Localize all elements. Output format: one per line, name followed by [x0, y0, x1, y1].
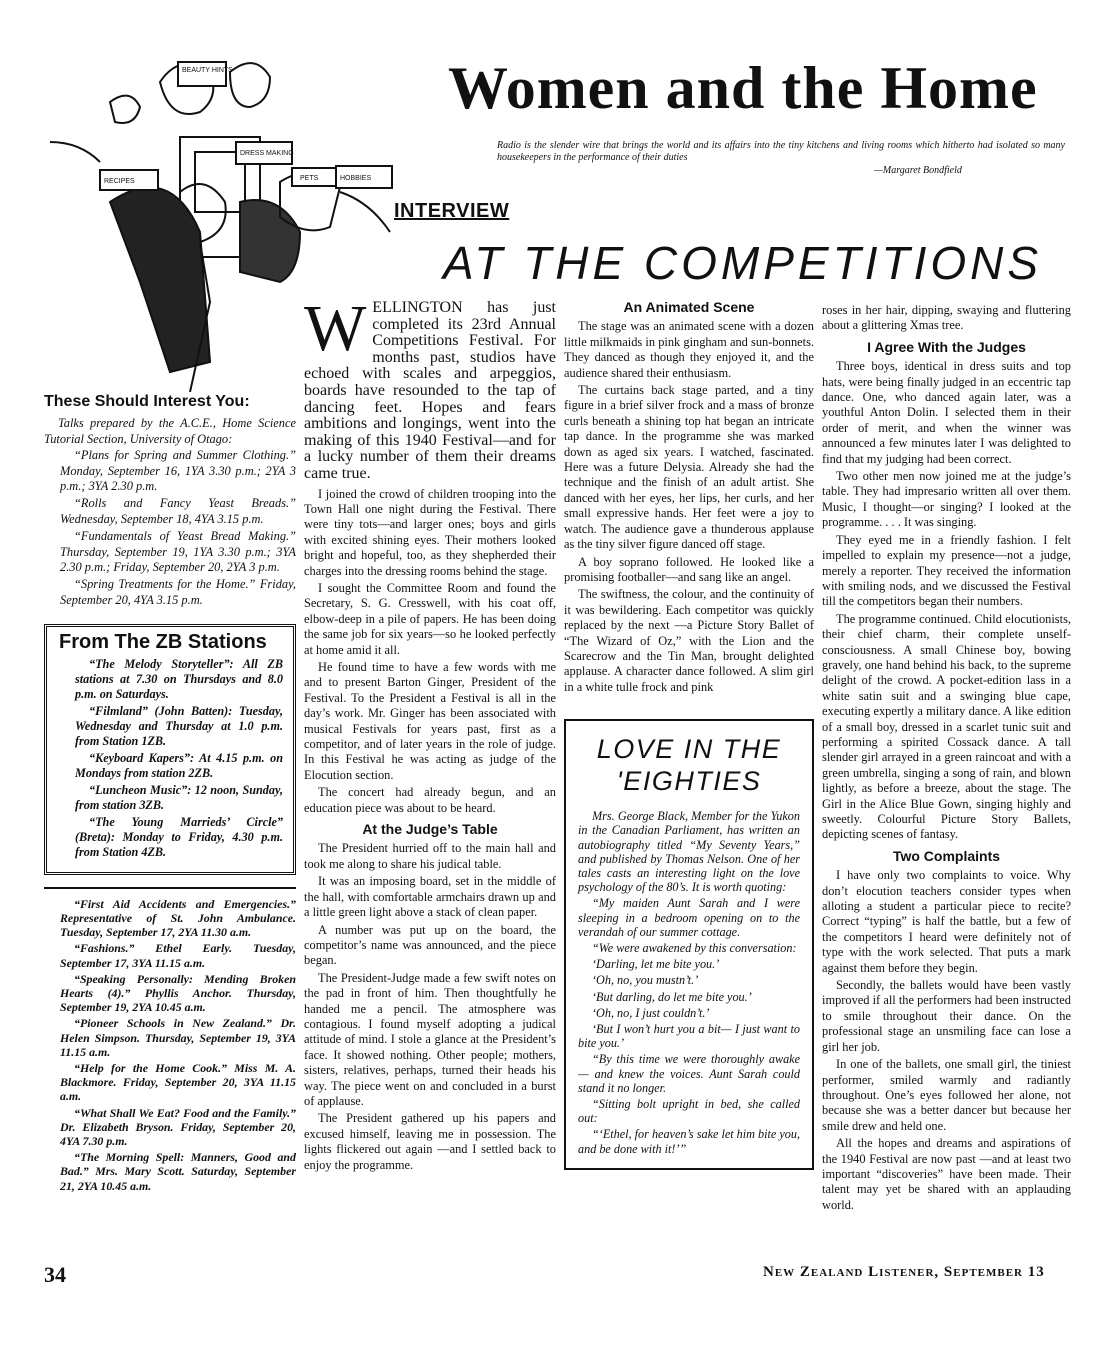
lede-paragraph: ELLINGTON has just completed its 23rd Annual Competitions Festival. For months past, studios have echoed with scales and arpeggios, boards have resounded to the tap of dancing feet. Hopes and fears ambitions and longings, went into the making of this 1940 Festival—and for a lucky number of them their dreams came true. [304, 300, 556, 482]
page-number: 34 [44, 1262, 66, 1287]
article-column-2 [564, 300, 814, 1170]
illus-label-dress: DRESS MAKING [240, 150, 294, 157]
subheading-judges-table: At the Judge’s Table [362, 821, 498, 838]
talk-item: “Rolls and Fancy Yeast Breads.” Wednesday, September 18, 4YA 3.15 p.m. [60, 496, 296, 526]
body-paragraph: The concert had already begun, and an education piece was about to be heard. [304, 785, 556, 815]
love-title-line-1: LOVE IN THE [596, 734, 782, 765]
zb-stations-box [44, 624, 296, 874]
body-paragraph: The President hurried off to the main hall and took me along to share his judical table. [304, 841, 556, 871]
body-paragraph: They eyed me in a friendly fashion. I felt impelled to explain my presence—not a judge, merely a reporter. They received the information with smiling nods, and we discussed the Festival till the competitors began their numbers. [822, 532, 1071, 609]
masthead: Women and the Home [448, 55, 1038, 121]
zb-item: “Filmland” (John Batten): Tuesday, Wednesday and Thursday at 1.0 p.m. from Station 1ZB. [75, 703, 283, 748]
divider [44, 887, 296, 889]
talk-item: “Plans for Spring and Summer Clothing.” Monday, September 16, 1YA 3.30 p.m.; 2YA 3 p.m.; 3YA 2.30 p.m. [60, 448, 296, 494]
section-label: INTERVIEW [394, 200, 510, 222]
love-box-title [578, 733, 800, 797]
body-paragraph: The President-Judge made a few swift notes on the pad in front of him. Then thoughtfully he handed me a pencil. The atmosphere was contagious. I found myself adopting a judical attitude of mind. I stole a glance at the President’s face. It showed nothing. Other people; mothers, sisters, relatives, perhaps, turned their heads his way. The piece went on and concluded in a burst of applause. [304, 970, 556, 1108]
headline: AT THE COMPETITIONS [443, 237, 1043, 289]
body-paragraph: I have only two complaints to voice. Why don’t elocution teachers consider types when alloting a student a particular piece to recite? Correct “typing” is half the battle, but a few of the competitors I heard were definitely not of type with the work selected. That puts a mark against them before they begin. [822, 868, 1071, 975]
illus-label-recipes: RECIPES [104, 178, 135, 185]
illus-label-pets: PETS [300, 175, 319, 182]
body-paragraph: A boy soprano followed. He looked like a promising footballer—and sang like an angel. [564, 554, 814, 584]
zb-heading: From The ZB Stations [59, 631, 267, 654]
other-talk-item: “The Morning Spell: Manners, Good and Bad.” Mrs. Mary Scott. Saturday, September 21, 2YA 10.45 a.m. [60, 1150, 296, 1193]
love-paragraph: ‘But darling, do let me bite you.’ [592, 989, 752, 1004]
love-paragraph: “We were awakened by this conversation: [592, 940, 797, 955]
body-paragraph: Secondly, the ballets would have been vastly improved if all the performers had been instructed to smile throughout their dance. On the professional stage an unsmiling face can lose a girl her job. [822, 978, 1071, 1054]
body-paragraph: A number was put up on the board, the competitor’s name was announced, and the piece began. [304, 922, 556, 968]
love-paragraph: “Sitting bolt upright in bed, she called out: [578, 1097, 800, 1126]
epigraph: Radio is the slender wire that brings the world and its affairs into the tiny kitchens and living rooms which hitherto had isolated so many housekeepers in the performance of their duties [497, 140, 1065, 163]
other-talk-item: “Pioneer Schools in New Zealand.” Dr. Helen Simpson. Thursday, September 19, 3YA 11.15 a.m. [60, 1016, 296, 1059]
body-paragraph: Two other men now joined me at the judge’s table. They had impresario written all over them. Music, I thought—or singing? I looked at the programme. . . . It was singing. [822, 469, 1071, 530]
body-paragraph: All the hopes and dreams and aspirations of the 1940 Festival are now past —and at least two important “discoveries” have been made. Their talent may yet be shared with an applauding world. [822, 1136, 1071, 1212]
other-talk-item: “Help for the Home Cook.” Miss M. A. Blackmore. Friday, September 20, 3YA 11.15 a.m. [60, 1060, 296, 1104]
love-title-line-2: 'EIGHTIES [616, 766, 762, 797]
body-paragraph: In one of the ballets, one small girl, the tiniest performer, smiled warmly and radiantly throughout. One’s eyes followed her alone, not because she was a better dancer but because her smile drew and held one. [822, 1057, 1071, 1133]
zb-item: “Keyboard Kapers”: At 4.15 p.m. on Mondays from station 2ZB. [75, 750, 283, 780]
love-in-the-eighties-box [564, 719, 814, 1170]
love-paragraph: Mrs. George Black, Member for the Yukon in the Canadian Parliament, has written an autobiography titled “My Seventy Years,” and published by Thomas Nelson. One of her tales casts an interesting light on the love psychology of the 80’s. It is worth quoting: [578, 809, 800, 895]
body-paragraph: The stage was an animated scene with a dozen little milkmaids in pink gingham and sun-bonnets. They danced as though they enjoyed it, and the audience shared their enthusiasm. [564, 319, 814, 380]
love-paragraph: ‘But I won’t hurt you a bit— I just want to bite you.’ [578, 1022, 800, 1051]
other-talk-item: “First Aid Accidents and Emergencies.” Representative of St. John Ambulance. Tuesday, September 17, 2YA 11.30 a.m. [60, 896, 296, 940]
body-paragraph: It was an imposing board, set in the middle of the hall, with comfortable armchairs drawn up and a little green light above a stack of clean paper. [304, 874, 556, 920]
woman-head-sketch-2 [230, 63, 270, 107]
love-paragraph: “My maiden Aunt Sarah and I were sleeping in a bedroom opening on to the verandah of our summer cottage. [578, 896, 800, 939]
love-paragraph: “By this time we were thoroughly awake — and knew the voices. Aunt Sarah could stand it no longer. [578, 1052, 800, 1095]
love-paragraph: ‘Darling, let me bite you.’ [592, 957, 720, 972]
love-paragraph: ‘Oh, no, you mustn’t.’ [592, 973, 699, 988]
body-paragraph: The President gathered up his papers and excused himself, leaving me in possession. The lights flickered out again —and I settled back to enjoy the programme. [304, 1111, 556, 1172]
illus-label-beauty: BEAUTY HINTS [182, 67, 233, 74]
body-paragraph: I sought the Committee Room and found the Secretary, S. G. Cresswell, with his coat off, elbow-deep in a pile of papers. He has been doing the same job for six years—so he looked perfectly at home amid it all. [304, 580, 556, 657]
love-paragraph: ‘Oh, no, I just couldn’t.’ [592, 1005, 710, 1020]
interest-heading: These Should Interest You: [44, 393, 250, 410]
lede-block [304, 300, 556, 487]
subheading-two-complaints: Two Complaints [892, 847, 1001, 864]
other-talk-item: “What Shall We Eat? Food and the Family.” Dr. Elizabeth Bryson. Friday, September 20, 4YA 7.30 p.m. [60, 1105, 296, 1148]
subheading-animated-scene: An Animated Scene [623, 299, 755, 315]
love-box-body [578, 809, 800, 1156]
subheading-agree-judges: I Agree With the Judges [867, 338, 1026, 355]
body-paragraph: roses in her hair, dipping, swaying and fluttering about a glittering Xmas tree. [822, 303, 1071, 333]
other-talk-item: “Speaking Personally: Mending Broken Hearts (4).” Phyllis Anchor. Thursday, September 19, 2YA 10.45 a.m. [60, 971, 296, 1015]
illus-label-hobbies: HOBBIES [340, 175, 372, 182]
article-column-1 [304, 300, 556, 1175]
talk-item: “Fundamentals of Yeast Bread Making.” Thursday, September 19, 1YA 3.30 p.m.; 3YA 2.30 p.m.; Friday, September 20, 2YA 3 p.m. [60, 529, 296, 575]
armchair [110, 187, 210, 372]
other-talk-item: “Fashions.” Ethel Early. Tuesday, September 17, 3YA 11.15 a.m. [60, 941, 296, 970]
talk-item: “Spring Treatments for the Home.” Friday, September 20, 4YA 3.15 p.m. [60, 577, 296, 607]
article-column-3 [822, 303, 1071, 1215]
body-paragraph: He found time to have a few words with me and to present Barton Ginger, President of the Festival. To the President a Festival is all in the day’s work. Mr. Ginger has been associated with musical Festivals for years past, first as a competitor, and of later years in the role of judge. In this Festival he was acting as judge of the Elocution section. [304, 660, 556, 782]
body-paragraph: The curtains back stage parted, and a tiny figure in a brief silver frock and a mass of bronze curls beneath a shining top hat began an intricate tap dance. In the programme she was marked down as aged six years. I watched, fascinated. Here was a future Delysia. Already she had the technique and the finish of an adult artist. She danced with her eyes, her lips, her curls, and her small expressive hands. Her feet were a joy to watch. The audience gave a thunderous applause as the tiny silver figure danced off stage. [564, 383, 814, 552]
love-paragraph: “‘Ethel, for heaven’s sake let him bite you, and be done with it!’” [578, 1127, 800, 1156]
zb-item: “Luncheon Music”: 12 noon, Sunday, from station 3ZB. [75, 782, 283, 812]
body-paragraph: Three boys, identical in dress suits and top hats, were being finally judged in an eccentric tap dance. One, who danced again later, was a youthful Anton Dolin. I selected them in their order of merit, and when the winner was announced a few minutes later I was delighted to find that my judging had been correct. [822, 359, 1071, 466]
body-paragraph: The swiftness, the colour, and the continuity of it was bewildering. Each competitor was quickly replaced by the next —a Picture Story Ballet of “The Wizard of Oz,” with the Lion and the Scarecrow and the Tin Man, brought delighted applause. A character dance followed. A slim girl in a white tulle frock and pink [564, 587, 814, 694]
body-paragraph: I joined the crowd of children trooping into the Town Hall one night during the Festival. There were tiny tots—and larger ones; boys and girls with excited shining eyes. Their mothers looked bright and hopeful, too, as they shepherded their charges into the dressing rooms behind the stage. [304, 486, 556, 578]
zb-item: “The Young Marrieds’ Circle” (Breta): Monday to Friday, 4.30 p.m. from Station 4ZB. [75, 814, 283, 859]
drop-cap: W [304, 300, 367, 365]
zb-item: “The Melody Storyteller”: All ZB stations at 7.30 on Thursdays and 8.0 p.m. on Saturdays. [75, 656, 283, 701]
epigraph-author: —Margaret Bondfield [874, 165, 962, 176]
publication-footer: New Zealand Listener, September 13 [763, 1264, 1045, 1280]
interest-intro: Talks prepared by the A.C.E., Home Science Tutorial Section, University of Otago: [44, 416, 296, 446]
sidebar-column [44, 394, 296, 1195]
body-paragraph: The programme continued. Child elocutionists, their chief charm, their complete unself-consciousness. A small Chinese boy, bowing gravely, one hand behind his back, to the supreme delight of the crowd. A pocket-edition lass in a white satin suit and a swinging blue cape, executing expertly a military dance. A like edition of a small boy, dressed in a scarlet tunic suit and performing a spirited Cossack dance. A tall slender girl arrayed in a green raincoat and with a green umbrella, singing a song of rain, and blown lightly, as before a breeze, about the stage. The Girl in the Alice Blue Gown, singing highly and sweetly. Colourful Picture Story Ballets, depicting scenes of fantasy. [822, 611, 1071, 842]
